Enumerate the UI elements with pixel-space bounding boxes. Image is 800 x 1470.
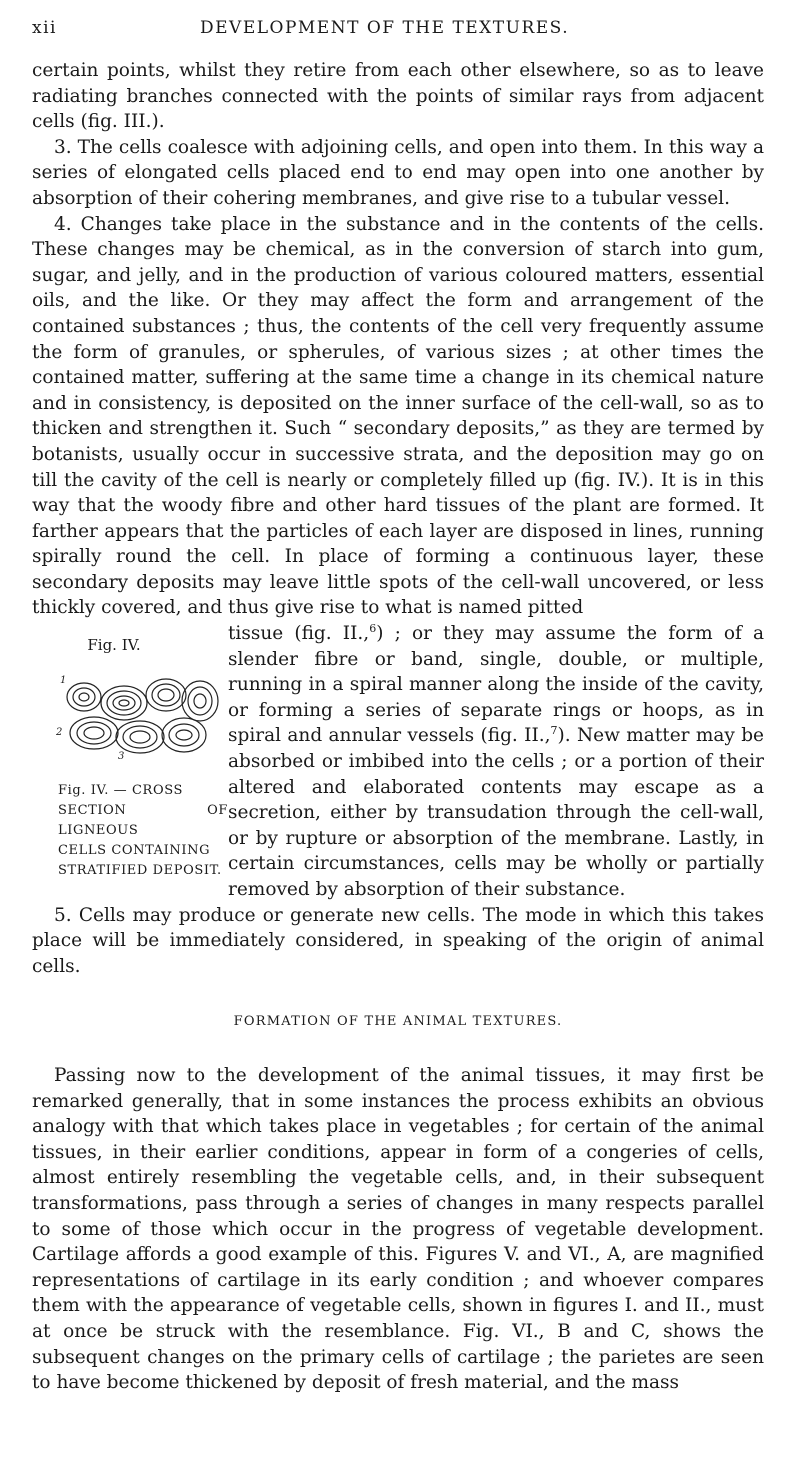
section-heading: FORMATION OF THE ANIMAL TEXTURES. (233, 1014, 563, 1030)
cell-ring (79, 693, 89, 701)
cell-ring (84, 727, 104, 739)
figure-marker-2: 2 (56, 726, 63, 738)
paragraph-continuation: certain points, whilst they retire from each other elsewhere, so as to leave radiating branches connected with the points of similar rays from adjacent cells (fig. III.). (32, 60, 764, 133)
cell-ring (113, 696, 135, 710)
figure-column (32, 621, 228, 903)
figure-label: Fig. IV. (87, 636, 141, 655)
running-title: DEVELOPMENT OF THE TEXTURES. (200, 18, 570, 38)
cell-ring (73, 688, 95, 706)
footnote-superscript: 7 (550, 724, 558, 738)
cell-ring (123, 726, 157, 748)
cell-ring (67, 683, 101, 711)
figure-block (32, 621, 764, 903)
body-text (32, 58, 764, 1396)
cell-ring (77, 722, 111, 744)
text-run: tissue (fig. II., (228, 623, 370, 645)
cell-ring (158, 689, 174, 701)
cell-ring (194, 694, 206, 708)
figure-caption (32, 781, 228, 881)
caption-line: CELLS CONTAINING (58, 842, 211, 858)
caption-line: SECTION OF LIGNEOUS (58, 802, 228, 838)
cell-ring (152, 684, 180, 706)
ligneous-cells-illustration (54, 673, 224, 761)
caption-line: Fig. IV. — CROSS (58, 782, 183, 798)
text-run: ). New matter may be absorbed or imbibed into the cells ; or a portion of their altered and elaborated contents may escape as a secretion, either by transudation through the cell-wall, or by rupture or absorption of the membrane. Lastly, in certain circumstances, cells may be wholly or partially removed by absorption of their substance. (228, 725, 765, 900)
paragraph-animal-tissues: Passing now to the development of the animal tissues, it may first be remarked generally, that in some instances the process exhibits an obvious analogy with that which takes place in vegetables ; for certain of the animal tissues, in their earlier conditions, appear in form of a congeries of cells, almost entirely resembling the vegetable cells, and, in their subsequent transformations, pass through a series of changes in many respects parallel to some of those which occur in the progress of vegetable development. Cartilage affords a good example of this. Figures V. and VI., A, are magnified representations of cartilage in its early condition ; and whoever compares them with the appearance of vegetable cells, shown in figures I. and II., must at once be struck with the resemblance. Fig. VI., B and C, shows the subsequent changes on the primary cells of cartilage ; the parietes are seen to have become thickened by deposit of fresh material, and the mass (32, 1064, 764, 1394)
cell-ring (169, 724, 199, 746)
footnote-superscript: 6 (369, 621, 377, 635)
figure-marker-3: 3 (118, 750, 125, 761)
paragraph-item-3: 3. The cells coalesce with adjoining cells, and open into them. In this way a series of elongated cells placed end to end may open into one another by absorption of their cohering membranes, and give rise to a tubular vessel. (32, 136, 764, 209)
paragraph-item-4-continued (228, 621, 764, 903)
figure-marker-1: 1 (60, 674, 67, 686)
cell-ring (176, 730, 192, 740)
cell-ring (130, 731, 150, 743)
cell-ring (119, 700, 129, 706)
paragraph-item-5: 5. Cells may produce or generate new cells. The mode in which this takes place will be immediately considered, in speaking of the origin of animal cells. (32, 904, 764, 977)
text-run: ) ; or they may assume the form of a slender fibre or band, single, double, or multiple, running in a spiral manner along the inside of the cavity, or forming a series of separate rings or hoops, as in spiral and annular vessels (fig. II., (228, 623, 764, 747)
cell-ring (188, 687, 212, 715)
caption-line: STRATIFIED DEPOSIT. (58, 862, 222, 878)
page-number: xii (32, 18, 57, 38)
paragraph-item-4: 4. Changes take place in the substance and in the contents of the cells. These changes may be chemical, as in the conversion of starch into gum, sugar, and jelly, and in the production of various coloured matters, essential oils, and the like. Or they may affect the form and arrangement of the contained substances ; thus, the contents of the cell very frequently assume the form of granules, or spherules, of various sizes ; at other times the contained matter, suffering at the same time a change in its chemical nature and in consistency, is deposited on the inner surface of the cell-wall, so as to thicken and strengthen it. Such “ secondary deposits,” as they are termed by botanists, usually occur in successive strata, and the deposition may go on till the cavity of the cell is nearly or completely filled up (fig. IV.). It is in this way that the woody fibre and other hard tissues of the plant are formed. It farther appears that the particles of each layer are disposed in lines, running spirally round the cell. In place of forming a continuous layer, these secondary deposits may leave little spots of the cell-wall uncovered, or less thickly covered, and thus give rise to what is named pitted (32, 213, 764, 619)
running-head (32, 18, 764, 58)
cell-ring (107, 691, 141, 715)
